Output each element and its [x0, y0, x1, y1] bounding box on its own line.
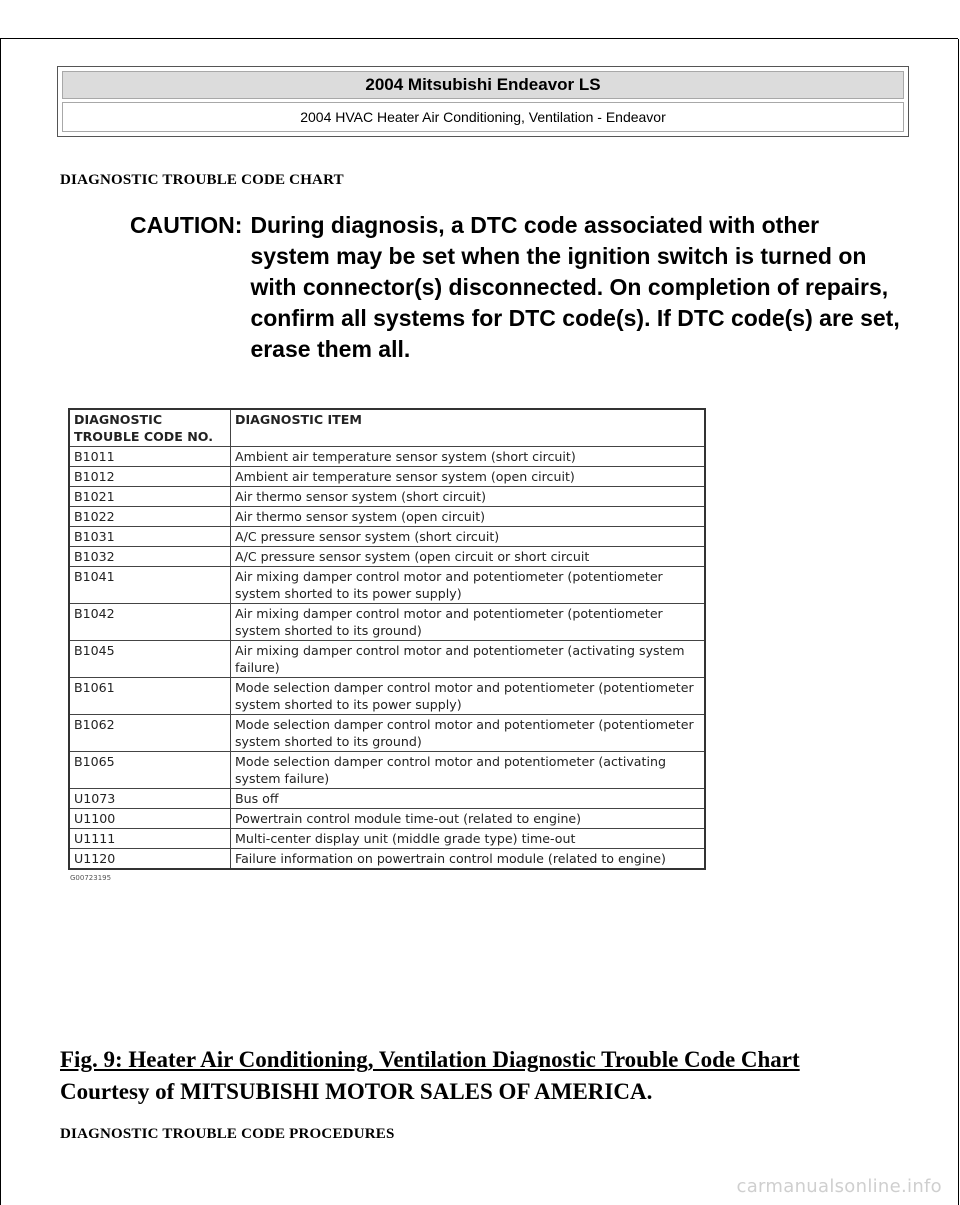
dtc-item-cell: Mode selection damper control motor and potentiometer (activating system failure) — [231, 752, 706, 789]
dtc-code-cell: U1100 — [69, 809, 231, 829]
table-row — [69, 789, 705, 809]
dtc-code-cell: U1111 — [69, 829, 231, 849]
dtc-item-column-header: DIAGNOSTIC ITEM — [231, 409, 706, 447]
dtc-item-cell: Air thermo sensor system (short circuit) — [231, 487, 706, 507]
table-row — [69, 604, 705, 641]
site-watermark: carmanualsonline.info — [736, 1176, 942, 1197]
table-row — [69, 641, 705, 678]
dtc-code-cell: U1120 — [69, 849, 231, 870]
table-row — [69, 715, 705, 752]
table-row — [69, 447, 705, 467]
table-row — [69, 507, 705, 527]
dtc-item-cell: Air mixing damper control motor and potentiometer (activating system failure) — [231, 641, 706, 678]
figure-title-link[interactable]: Fig. 9: Heater Air Conditioning, Ventilation Diagnostic Trouble Code Chart — [60, 1047, 800, 1072]
dtc-code-cell: B1065 — [69, 752, 231, 789]
dtc-item-cell: Air mixing damper control motor and potentiometer (potentiometer system shorted to its ground) — [231, 604, 706, 641]
dtc-code-cell: B1021 — [69, 487, 231, 507]
dtc-table — [68, 408, 706, 870]
dtc-code-cell: U1073 — [69, 789, 231, 809]
dtc-item-cell: Failure information on powertrain control module (related to engine) — [231, 849, 706, 870]
dtc-code-cell: B1011 — [69, 447, 231, 467]
header-title: 2004 Mitsubishi Endeavor LS — [62, 71, 904, 99]
dtc-code-column-header: DIAGNOSTIC TROUBLE CODE NO. — [69, 409, 231, 447]
caution-text: During diagnosis, a DTC code associated with other system may be set when the ignition switch is turned on with connector(s) disconnected. On completion of repairs, confirm all systems for DTC code(s). If DTC code(s) are set, erase them all. — [250, 212, 900, 362]
table-row — [69, 567, 705, 604]
dtc-code-cell: B1041 — [69, 567, 231, 604]
dtc-item-cell: A/C pressure sensor system (open circuit or short circuit — [231, 547, 706, 567]
dtc-item-cell: Air mixing damper control motor and potentiometer (potentiometer system shorted to its power supply) — [231, 567, 706, 604]
dtc-code-cell: B1045 — [69, 641, 231, 678]
dtc-item-cell: A/C pressure sensor system (short circuit) — [231, 527, 706, 547]
dtc-item-cell: Bus off — [231, 789, 706, 809]
table-row — [69, 467, 705, 487]
dtc-code-cell: B1032 — [69, 547, 231, 567]
caution-label: CAUTION: — [130, 212, 243, 238]
courtesy-line: Courtesy of MITSUBISHI MOTOR SALES OF AMERICA. — [60, 1079, 653, 1104]
dtc-code-cell: B1062 — [69, 715, 231, 752]
document-header — [57, 66, 909, 137]
dtc-table-body — [69, 447, 705, 870]
dtc-item-cell: Ambient air temperature sensor system (short circuit) — [231, 447, 706, 467]
dtc-item-cell: Multi-center display unit (middle grade type) time-out — [231, 829, 706, 849]
dtc-table-header-row — [69, 409, 705, 447]
table-row — [69, 829, 705, 849]
dtc-code-cell: B1042 — [69, 604, 231, 641]
dtc-code-cell: B1031 — [69, 527, 231, 547]
table-row — [69, 547, 705, 567]
dtc-code-cell: B1022 — [69, 507, 231, 527]
dtc-code-cell: B1061 — [69, 678, 231, 715]
table-row — [69, 678, 705, 715]
table-row — [69, 752, 705, 789]
caution-note — [130, 210, 920, 365]
dtc-item-cell: Powertrain control module time-out (related to engine) — [231, 809, 706, 829]
chart-section-heading: DIAGNOSTIC TROUBLE CODE CHART — [60, 172, 344, 188]
procedures-section-heading: DIAGNOSTIC TROUBLE CODE PROCEDURES — [60, 1126, 395, 1142]
table-row — [69, 809, 705, 829]
figure-caption — [60, 1044, 920, 1108]
header-subtitle: 2004 HVAC Heater Air Conditioning, Ventilation - Endeavor — [62, 102, 904, 132]
dtc-item-cell: Mode selection damper control motor and potentiometer (potentiometer system shorted to its power supply) — [231, 678, 706, 715]
dtc-code-cell: B1012 — [69, 467, 231, 487]
dtc-item-cell: Air thermo sensor system (open circuit) — [231, 507, 706, 527]
dtc-item-cell: Ambient air temperature sensor system (open circuit) — [231, 467, 706, 487]
table-row — [69, 527, 705, 547]
table-row — [69, 849, 705, 870]
dtc-item-cell: Mode selection damper control motor and potentiometer (potentiometer system shorted to its ground) — [231, 715, 706, 752]
table-row — [69, 487, 705, 507]
figure-id: G00723195 — [70, 874, 112, 882]
dtc-chart-figure — [68, 408, 712, 1016]
